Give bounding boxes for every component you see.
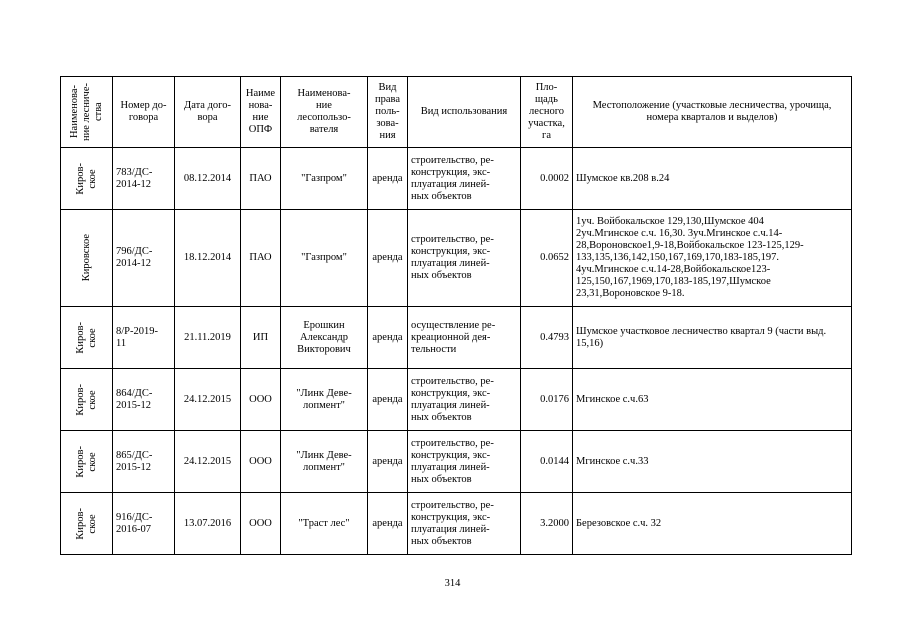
table-row — [61, 210, 852, 307]
table-row — [61, 148, 852, 210]
cell-forest-user: "Траст лес" — [281, 493, 368, 555]
cell-area: 0.0002 — [521, 148, 573, 210]
cell-contract-date: 21.11.2019 — [175, 307, 241, 369]
cell-usage-type: строительство, ре- конструкция, экс- плуатация линей- ных объектов — [408, 148, 521, 210]
header-right-type: Вид права поль- зова- ния — [368, 77, 408, 148]
cell-contract-number: 864/ДС- 2015-12 — [113, 369, 175, 431]
table-row — [61, 369, 852, 431]
cell-forestry: Киров- ское — [61, 148, 113, 210]
cell-usage-type: осуществление ре- креационной дея- тельности — [408, 307, 521, 369]
cell-usage-type: строительство, ре- конструкция, экс- плуатация линей- ных объектов — [408, 431, 521, 493]
header-opf: Наиме нова- ние ОПФ — [241, 77, 281, 148]
cell-forest-user: "Линк Девe- лопмент" — [281, 369, 368, 431]
cell-opf: ПАО — [241, 148, 281, 210]
header-forest-user: Наименова- ние лесопользо- вателя — [281, 77, 368, 148]
cell-contract-number: 783/ДС- 2014-12 — [113, 148, 175, 210]
cell-usage-type: строительство, ре- конструкция, экс- плуатация линей- ных объектов — [408, 493, 521, 555]
cell-location: 1уч. Войбокальское 129,130,Шумское 404 2уч.Мгинское с.ч. 16,30. 3уч.Мгинское с.ч.14- 28,Вороновское1,9-18,Войбокальское 123-125,129- 133,135,136,142,150,167,169,170,183-185,197. 4уч.Мгинское с.ч.14-28,Войбокальское123- 125,150,167,1969,170,183-185,197,Шумское 23,31,Вороновское 9-18. — [573, 210, 852, 307]
lease-register-table — [60, 76, 852, 555]
header-contract-date: Дата дого- вора — [175, 77, 241, 148]
cell-right-type: аренда — [368, 369, 408, 431]
cell-location: Мгинское с.ч.33 — [573, 431, 852, 493]
table-row — [61, 307, 852, 369]
cell-location: Шумское участковое лесничество квартал 9 (части выд. 15,16) — [573, 307, 852, 369]
cell-area: 3.2000 — [521, 493, 573, 555]
cell-contract-date: 24.12.2015 — [175, 431, 241, 493]
page-number: 314 — [444, 578, 461, 589]
cell-opf: ООО — [241, 493, 281, 555]
cell-forestry: Кировское — [61, 210, 113, 307]
header-forestry: Наименова- ние лесниче- ства — [61, 77, 113, 148]
cell-usage-type: строительство, ре- конструкция, экс- плуатация линей- ных объектов — [408, 210, 521, 307]
header-contract-number: Номер до- говора — [113, 77, 175, 148]
cell-forestry: Киров- ское — [61, 431, 113, 493]
cell-right-type: аренда — [368, 493, 408, 555]
cell-area: 0.0144 — [521, 431, 573, 493]
cell-right-type: аренда — [368, 148, 408, 210]
cell-right-type: аренда — [368, 307, 408, 369]
cell-area: 0.0652 — [521, 210, 573, 307]
cell-area: 0.4793 — [521, 307, 573, 369]
header-row — [61, 77, 852, 148]
cell-area: 0.0176 — [521, 369, 573, 431]
cell-contract-date: 24.12.2015 — [175, 369, 241, 431]
cell-usage-type: строительство, ре- конструкция, экс- плуатация линей- ных объектов — [408, 369, 521, 431]
cell-location: Мгинское с.ч.63 — [573, 369, 852, 431]
cell-contract-number: 916/ДС- 2016-07 — [113, 493, 175, 555]
header-location: Местоположение (участковые лесничества, урочища, номера кварталов и выделов) — [573, 77, 852, 148]
cell-contract-number: 8/Р-2019- 11 — [113, 307, 175, 369]
cell-forestry: Киров- ское — [61, 493, 113, 555]
cell-opf: ООО — [241, 431, 281, 493]
cell-opf: ООО — [241, 369, 281, 431]
cell-forestry: Киров- ское — [61, 307, 113, 369]
cell-contract-number: 796/ДС- 2014-12 — [113, 210, 175, 307]
cell-contract-date: 08.12.2014 — [175, 148, 241, 210]
cell-right-type: аренда — [368, 431, 408, 493]
cell-location: Березовское с.ч. 32 — [573, 493, 852, 555]
cell-forest-user: "Газпром" — [281, 210, 368, 307]
cell-opf: ПАО — [241, 210, 281, 307]
cell-forestry: Киров- ское — [61, 369, 113, 431]
cell-contract-date: 13.07.2016 — [175, 493, 241, 555]
cell-forest-user: "Газпром" — [281, 148, 368, 210]
header-usage-type: Вид использования — [408, 77, 521, 148]
cell-right-type: аренда — [368, 210, 408, 307]
cell-contract-date: 18.12.2014 — [175, 210, 241, 307]
header-area: Пло- щадь лесного участка, га — [521, 77, 573, 148]
cell-forest-user: "Линк Деве- лопмент" — [281, 431, 368, 493]
cell-forest-user: Ерошкин Александр Викторович — [281, 307, 368, 369]
cell-contract-number: 865/ДС- 2015-12 — [113, 431, 175, 493]
table-row — [61, 431, 852, 493]
cell-location: Шумское кв.208 в.24 — [573, 148, 852, 210]
table-row — [61, 493, 852, 555]
cell-opf: ИП — [241, 307, 281, 369]
